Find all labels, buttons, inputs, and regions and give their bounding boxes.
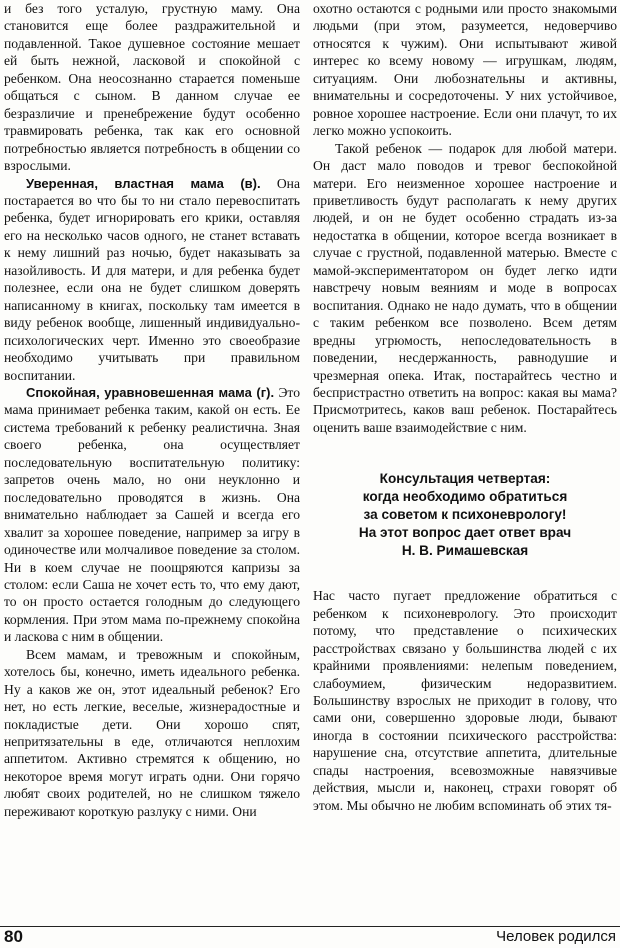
page-number: 80 xyxy=(4,927,23,946)
right-column xyxy=(313,0,617,814)
paragraph: Такой ребенок — подарок для любой матери. Он даст мало поводов и тревог беспокойной матери. Его неизменное хорошее настроение и приветливость будут располагать к нему других людей, и он не будет особенно страдать из-за недостатка в общении, которое всегда возникает в случае с грустной, подавленной матерью. Вместе с мамой-экспериментатором он будет легко идти навстречу новым веяниям и моде в вопросах воспитания. Однако не надо думать, что в общении с таким ребенком все позволено. Всем детям вредны угрюмость, непоследовательность в поведении, несдержанность, равнодушие и чрезмерная опека. Итак, постарайтесь честно и беспристрастно ответить на вопрос: какая вы мама? Присмотритесь, каков ваш ребенок. Постарайтесь оценить ваше взаимодействие с ним. xyxy=(313,140,617,435)
heading-line: На этот вопрос дает ответ врач xyxy=(358,524,572,540)
paragraph xyxy=(4,384,300,646)
heading-line: за советом к психоневрологу! xyxy=(363,506,567,522)
paragraph: охотно остаются с родными или просто знакомыми людьми (при этом, разумеется, недоверчиво относятся к чужим). Они испытывают живой интерес ко всему новому — игрушкам, людям, ситуациям. Они любознательны и активны, внимательны и сосредоточены. У них устойчивое, ровное хорошее настроение. Если они плачут, то их легко можно успокоить. xyxy=(313,1,617,139)
left-column xyxy=(4,0,300,820)
paragraph: и без того усталую, грустную маму. Она становится еще более раздражительной и подавленной. Такое душевное состояние мешает ей быть нежной, ласковой и спокойной с ребенком. Она неосознанно старается поменьше общаться с сыном. В данном случае ее безразличие и пренебрежение будут особенно травмировать ребенка, так как его основной потребностью является потребность в общении со взрослыми. xyxy=(4,1,300,174)
paragraph: Нас часто пугает предложение обратиться с ребенком к психоневрологу. Это происходит потому, что представление о психических расстройствах связано у большинства людей с их крайними проявлениями: нелепым поведением, слабоумием, физическим недоразвитием. Большинству взрослых не приходит в голову, что сами они, совершенно здоровые люди, бывают иногда в состоянии психического расстройства: нарушение сна, отсутствие аппетита, длительные спады настроения, всевозможные навязчивые действия, мысли и, наконец, страхи говорят об этом. Мы обычно не любим вспоминать об этих тя- xyxy=(313,588,617,813)
run-in-heading: Спокойная, уравновешенная мама (г). xyxy=(26,384,275,400)
paragraph xyxy=(4,175,300,384)
running-title: Человек родился xyxy=(496,928,616,945)
heading-line: Консультация четвертая: xyxy=(379,471,551,487)
run-in-heading: Уверенная, властная мама (в). xyxy=(26,175,261,191)
paragraph-text: Она постарается во что бы то ни стало перевоспитать ребенка, будет игнорировать его крики, оставляя его на несколько часов одного, не станет вставать к нему лишний раз ночью, будет наказывать за назойливость. И для матери, и для ребенка будет полезнее, если она не будет слишком доверять написанному в книгах, поскольку там имеется в виду ребенок вообще, лишенный индивидуально-психологических черт. Именно это своеобразие необходимо учитывать при правильном воспитании. xyxy=(4,175,300,383)
paragraph: Всем мамам, и тревожным и спокойным, хотелось бы, конечно, иметь идеального ребенка. Ну а каков же он, этот идеальный ребенок? Его нет, но есть легкие, веселые, жизнерадостные и покладистые дети. Они хорошо спят, непритязательны в еде, отличаются неплохим аппетитом. Активно стремятся к общению, но некоторое время могут играть одни. Они горячо любят своих родителей, но не слишком тяжело переживают короткую разлуку с ними. Они xyxy=(4,646,300,819)
heading-author: Н. В. Римашевская xyxy=(401,542,529,558)
section-heading xyxy=(313,470,617,559)
heading-line: когда необходимо обратиться xyxy=(362,489,568,505)
footer-rule xyxy=(0,926,620,927)
paragraph-text: Это мама принимает ребенка таким, какой он есть. Ее система требований к ребенку реалистична. Зная своего ребенка, она осуществляет последовательную воспитательную политику: запретов очень мало, но они неуклонно и последовательно проводятся в жизнь. Она внимательно наблюдает за Сашей и всегда его хвалит за хорошее поведение, например за игру в одиночестве или молчаливое поведение за столом. Ни в коем случае не поощряются капризы за столом: если Саша не хочет есть то, что ему дают, то он просто остается голодным до следующего кормления. При этом мама по-прежнему спокойна и ласкова с ним в общении. xyxy=(4,384,300,645)
